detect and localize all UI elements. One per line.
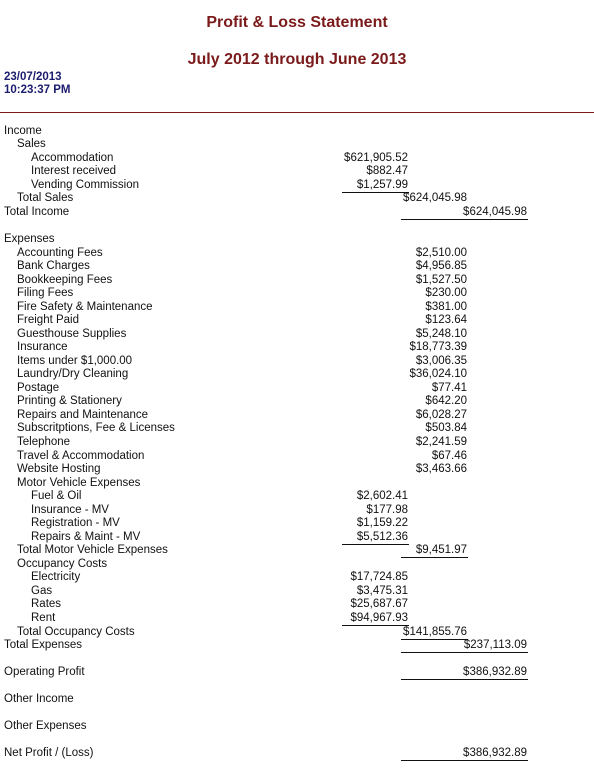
row-label: Net Profit / (Loss) [4, 747, 94, 759]
report-row [0, 558, 594, 571]
row-label: Interest received [31, 165, 117, 177]
report-row [0, 517, 594, 530]
row-amount: $381.00 [425, 301, 467, 313]
row-label: Freight Paid [17, 314, 80, 326]
row-label: Telephone [17, 436, 71, 448]
row-amount: $386,932.89 [463, 666, 527, 678]
report-row [0, 477, 594, 490]
row-label: Filing Fees [17, 287, 74, 299]
report-row [0, 301, 594, 314]
row-label: Total Occupancy Costs [17, 626, 135, 638]
row-amount: $2,602.41 [356, 490, 408, 502]
row-label: Total Motor Vehicle Expenses [17, 544, 168, 556]
row-amount: $1,257.99 [356, 179, 408, 191]
row-amount: $624,045.98 [403, 192, 467, 204]
row-amount: $237,113.09 [463, 639, 527, 651]
row-label: Accommodation [31, 152, 114, 164]
report-row [0, 314, 594, 327]
report-row [0, 571, 594, 584]
report-row [0, 612, 594, 625]
row-label: Other Expenses [4, 720, 87, 732]
report-row [0, 585, 594, 598]
report-date: 23/07/2013 [4, 71, 62, 83]
report-row [0, 747, 594, 760]
report-time: 10:23:37 PM [4, 84, 71, 96]
row-amount: $36,024.10 [409, 368, 467, 380]
row-amount: $17,724.85 [350, 571, 408, 583]
row-amount: $2,510.00 [415, 247, 467, 259]
row-label: Laundry/Dry Cleaning [17, 368, 129, 380]
report-row [0, 152, 594, 165]
row-amount: $5,248.10 [415, 328, 467, 340]
report-row [0, 206, 594, 219]
row-label: Motor Vehicle Expenses [17, 477, 141, 489]
row-label: Total Income [4, 206, 70, 218]
total-underline [401, 219, 528, 220]
row-amount: $94,967.93 [350, 612, 408, 624]
row-amount: $2,241.59 [415, 436, 467, 448]
row-amount: $503.84 [425, 422, 467, 434]
report-row [0, 328, 594, 341]
report-row [0, 693, 594, 706]
row-amount: $4,956.85 [415, 260, 467, 272]
row-label: Accounting Fees [17, 247, 103, 259]
row-amount: $621,905.52 [344, 152, 408, 164]
row-label: Rates [31, 598, 62, 610]
report-row [0, 233, 594, 246]
row-label: Gas [31, 585, 53, 597]
row-amount: $9,451.97 [415, 544, 467, 556]
report-row [0, 260, 594, 273]
row-label: Total Expenses [4, 639, 82, 651]
report-row [0, 463, 594, 476]
row-amount: $624,045.98 [463, 206, 527, 218]
row-label: Insurance [17, 341, 68, 353]
row-label: Items under $1,000.00 [17, 355, 133, 367]
report-row [0, 355, 594, 368]
row-label: Operating Profit [4, 666, 85, 678]
row-amount: $3,006.35 [415, 355, 467, 367]
row-label: Insurance - MV [31, 504, 109, 516]
report-row [0, 598, 594, 611]
row-label: Registration - MV [31, 517, 120, 529]
row-amount: $1,527.50 [415, 274, 467, 286]
row-amount: $386,932.89 [463, 747, 527, 759]
row-label: Fire Safety & Maintenance [17, 301, 153, 313]
row-label: Rent [31, 612, 56, 624]
row-label: Bank Charges [17, 260, 90, 272]
report-row [0, 287, 594, 300]
row-amount: $642.20 [425, 395, 467, 407]
report-row [0, 531, 594, 544]
row-amount: $123.64 [425, 314, 467, 326]
row-label: Repairs and Maintenance [17, 409, 149, 421]
row-amount: $18,773.39 [409, 341, 467, 353]
report-row [0, 382, 594, 395]
report-row [0, 179, 594, 192]
report-row [0, 436, 594, 449]
row-label: Vending Commission [31, 179, 140, 191]
report-row [0, 165, 594, 178]
report-row [0, 626, 594, 639]
report-row [0, 490, 594, 503]
report-title: Profit & Loss Statement [206, 14, 388, 31]
report-row [0, 247, 594, 260]
row-amount: $77.41 [431, 382, 467, 394]
row-amount: $5,512.36 [356, 531, 408, 543]
row-amount: $3,475.31 [356, 585, 408, 597]
row-amount: $141,855.76 [403, 626, 467, 638]
total-underline [401, 760, 528, 761]
row-label: Fuel & Oil [31, 490, 82, 502]
report-row [0, 720, 594, 733]
report-row [0, 544, 594, 557]
report-row [0, 274, 594, 287]
row-label: Sales [17, 138, 46, 150]
row-amount: $177.98 [366, 504, 408, 516]
report-row [0, 666, 594, 679]
report-row [0, 504, 594, 517]
row-label: Other Income [4, 693, 74, 705]
row-amount: $1,159.22 [356, 517, 408, 529]
report-row [0, 409, 594, 422]
report-row [0, 450, 594, 463]
row-label: Bookkeeping Fees [17, 274, 113, 286]
row-amount: $882.47 [366, 165, 408, 177]
row-label: Repairs & Maint - MV [31, 531, 141, 543]
row-amount: $25,687.67 [350, 598, 408, 610]
row-amount: $3,463.66 [415, 463, 467, 475]
row-label: Electricity [31, 571, 81, 583]
report-row [0, 138, 594, 151]
report-row [0, 192, 594, 205]
row-label: Website Hosting [17, 463, 101, 475]
row-label: Guesthouse Supplies [17, 328, 127, 340]
row-label: Total Sales [17, 192, 74, 204]
row-label: Income [4, 125, 42, 137]
row-label: Subscritptions, Fee & Licenses [17, 422, 175, 434]
report-row [0, 341, 594, 354]
row-label: Printing & Stationery [17, 395, 122, 407]
row-label: Travel & Accommodation [17, 450, 145, 462]
report-row [0, 639, 594, 652]
row-amount: $6,028.27 [415, 409, 467, 421]
row-label: Expenses [4, 233, 55, 245]
row-label: Occupancy Costs [17, 558, 108, 570]
total-underline [401, 679, 528, 680]
row-amount: $230.00 [425, 287, 467, 299]
report-row [0, 422, 594, 435]
total-underline [401, 652, 528, 653]
report-period: July 2012 through June 2013 [187, 51, 407, 68]
row-label: Postage [17, 382, 60, 394]
report-row [0, 125, 594, 138]
report-row [0, 368, 594, 381]
report-row [0, 395, 594, 408]
row-amount: $67.46 [431, 450, 467, 462]
